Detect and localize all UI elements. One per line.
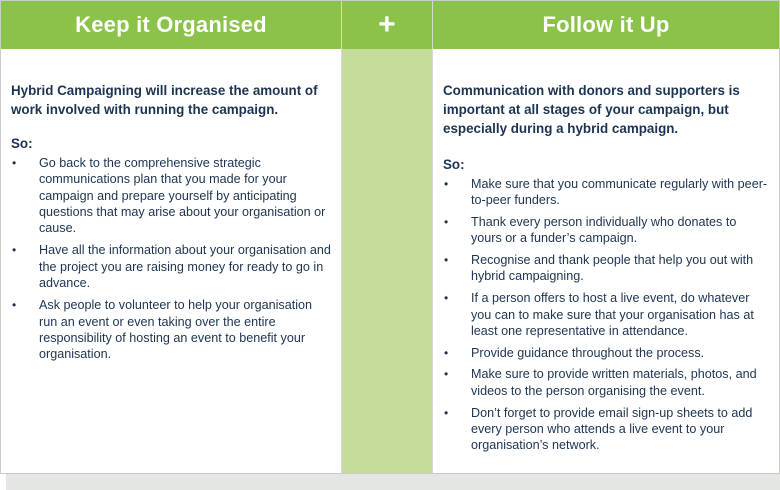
keep-organised-list [11,155,331,363]
list-item-text: If a person offers to host a live event, do whatever you can to make sure that your organisation has at least one representative in attendance. [471,291,754,338]
list-item-text: Don’t forget to provide email sign-up sheets to add every person who attends a live event to your organisation’s network. [471,405,753,453]
bullet-icon: • [444,177,449,191]
bullet-icon: • [444,215,449,230]
follow-up-intro: Communication with donors and supporters is important at all stages of your campaign, but especially during a hybrid campaign. [443,83,740,136]
list-item [11,155,331,236]
follow-up-list [443,176,769,453]
list-item [443,252,769,285]
list-item [443,345,769,361]
list-item [443,214,769,247]
list-item-text: Make sure to provide written materials, photos, and videos to the person organising the event. [471,367,757,398]
list-item-text: Provide guidance throughout the process. [471,345,705,360]
follow-up-so-label: So: [443,157,465,172]
list-item [11,297,331,362]
bullet-icon: • [444,291,449,306]
list-item [443,405,769,454]
plus-column [342,1,432,473]
keep-organised-intro: Hybrid Campaigning will increase the amount of work involved with running the campaign. [11,83,318,117]
list-item [443,366,769,399]
bullet-icon: • [444,405,449,420]
follow-up-body [433,49,779,459]
keep-organised-column [1,1,342,473]
bullet-icon: • [12,156,17,170]
list-item-text: Thank every person individually who donates to yours or a funder’s campaign. [471,215,737,246]
keep-organised-so-label: So: [11,136,33,151]
list-item [443,176,769,209]
list-item-text: Ask people to volunteer to help your organisation run an event or even taking over the entire responsibility of hosting an event to benefit your organisation. [39,298,313,362]
plus-icon: + [342,1,432,49]
bullet-icon: • [444,253,449,268]
bullet-icon: • [444,367,449,382]
list-item [443,290,769,339]
bullet-icon: • [444,345,449,360]
follow-up-column [432,1,779,473]
bullet-icon: • [12,243,17,258]
list-item-text: Make sure that you communicate regularly with peer-to-peer funders. [471,177,768,208]
list-item [11,242,331,291]
bullet-icon: • [12,298,17,313]
follow-up-heading: Follow it Up [433,1,779,49]
keep-organised-heading: Keep it Organised [1,1,341,49]
list-item-text: Go back to the comprehensive strategic communications plan that you made for your campaign and prepare yourself by anticipating questions that may arise about your organisation or cause. [39,156,326,236]
keep-organised-body [1,49,341,369]
list-item-text: Recognise and thank people that help you out with hybrid campaigning. [471,253,754,284]
list-item-text: Have all the information about your organisation and the project you are raising money for ready to go in advance. [39,243,331,291]
